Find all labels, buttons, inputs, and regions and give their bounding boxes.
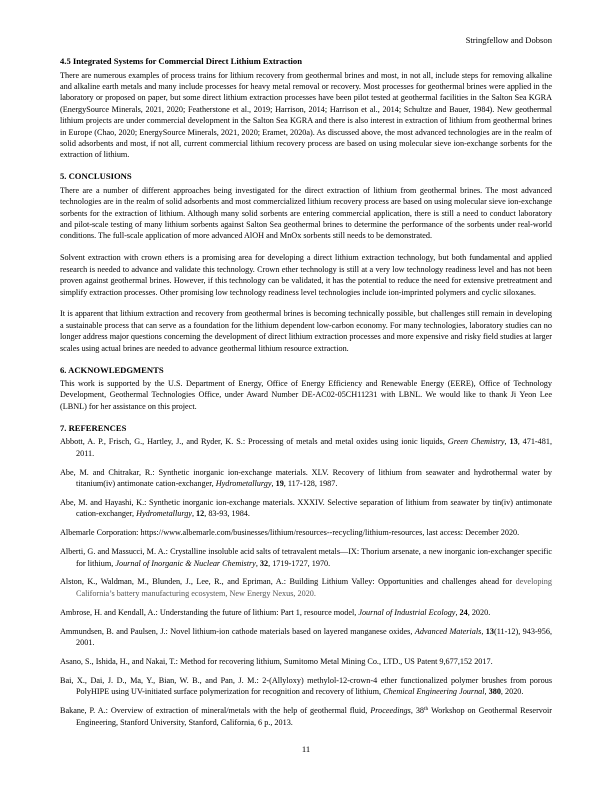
ref-sep: ,: [455, 607, 460, 617]
ref-volume: 13: [509, 437, 518, 447]
ref-text: Ambrose, H. and Kendall, A.: Understanding the future of lithium: Part 1, resource model,: [60, 607, 359, 617]
ref-text: Bai, X., Dai, J. D., Ma, Y., Bian, W. B., and Pan, J. M.: 2-(Allyloxy) methylol-12-crown-4 ether functionalized polymer brushes from porous PolyHIPE using UV-initiated surface polymerization for recognition and recovery of lithium,: [60, 675, 552, 697]
ref-text: Abe, M. and Chitrakar, R.: Synthetic inorganic ion-exchange materials. XLV. Recovery of lithium from seawater and hydrothermal water by titanium(iv) antimonate cation-exchanger,: [60, 467, 552, 488]
reference-item: [60, 436, 552, 459]
ref-tail: , 1719-1727, 1970.: [268, 558, 331, 568]
reference-item: [60, 467, 552, 490]
reference-item: [60, 626, 552, 649]
ref-superscript: th: [424, 706, 429, 713]
ref-sep: ,: [255, 558, 260, 568]
section-heading: 6. ACKNOWLEDGMENTS: [60, 364, 164, 375]
page-content: [60, 56, 552, 735]
ref-tail: (11-12), 943-956, 2001.: [76, 626, 552, 648]
ref-tail: , 117-128, 1987.: [283, 478, 338, 488]
ref-journal: Proceedings: [370, 706, 411, 716]
ref-continuation: developing California’s battery manufacturing ecosystem, New Energy Nexus, 2020.: [76, 577, 552, 598]
reference-item: [60, 656, 552, 667]
reference-item: [60, 527, 552, 538]
section-heading: 4.5 Integrated Systems for Commercial Direct Lithium Extraction: [60, 56, 303, 66]
ref-text: Abe, M. and Hayashi, K.: Synthetic inorganic ion-exchange materials. XXXIV. Selective separation of lithium from seawater by tin(iv) antimonate cation-exchanger,: [60, 497, 552, 519]
ref-volume: 24: [459, 607, 468, 617]
reference-item: [60, 675, 552, 698]
ref-sep: ,: [481, 626, 486, 636]
page-number: 11: [301, 744, 311, 754]
ref-sep: ,: [504, 437, 510, 447]
section-conclusions: [60, 171, 552, 354]
body-paragraph: There are a number of different approaches being investigated for the direct extraction of lithium from geothermal brines. The most advanced technologies are in the realm of solid adsorbents and most commercialized lithium recovery process are based on using molecular sieve ion-exchange sorbents for the extraction of lithium. Although many solid sorbents are entering commercial application, there is still a need to conduct laboratory and pilot-scale testing of many lithium sorbents against Salton Sea geothermal brines to determine the performance of the sorbents under real-world conditions. The full-scale application of more advanced AlOH and MnOx sorbents still needs to be demonstrated.: [60, 185, 552, 241]
ref-volume: 19: [275, 478, 284, 488]
ref-text: Bakane, P. A.: Overview of extraction of mineral/metals with the help of geothermal fluid,: [60, 706, 371, 716]
ref-volume: 12: [196, 509, 205, 519]
reference-item: [60, 497, 552, 520]
section-heading: 5. CONCLUSIONS: [60, 171, 132, 182]
section-heading: 7. REFERENCES: [60, 422, 127, 433]
body-paragraph: Solvent extraction with crown ethers is a promising area for developing a direct lithium extraction technology, but both fundamental and applied research is needed to advance and validate this technology. Crown ether technology is still at a very low technology readiness level and has not been proven against geothermal brines. However, if this technology can be validated, it has the potential to reduce the need for extensive pretreatment and simplify extraction processes. Other promising low technology readiness level technologies include ion-imprinted polymers and cyclic siloxanes.: [60, 253, 552, 297]
reference-item: [60, 607, 552, 618]
reference-item: [60, 546, 552, 569]
ref-sep: ,: [191, 509, 197, 519]
section-references: [60, 423, 552, 728]
ref-journal: Advanced Materials: [414, 626, 482, 636]
body-paragraph: It is apparent that lithium extraction and recovery from geothermal brines is becoming technically possible, but challenges still remain in developing a sustainable process that can serve as a foundation for the lithium dependent low-carbon economy. For many technologies, laboratory studies can no longer address major questions concerning the development of direct lithium extraction processes and more expensive and risky field studies at larger scales using actual brines are needed to advance geothermal lithium resource extraction.: [60, 309, 552, 353]
ref-journal: Journal of Inorganic & Nuclear Chemistry: [115, 558, 256, 568]
ref-tail: , 2020.: [500, 687, 524, 697]
ref-volume: 13: [485, 626, 494, 636]
ref-journal: Green Chemistry: [447, 437, 505, 447]
ref-text: Alston, K., Waldman, M., Blunden, J., Lee, R., and Epriman, A.: Building Lithium Valley: Opportunities and challenges ahead for: [60, 577, 516, 587]
section-integrated-systems: [60, 56, 552, 161]
ref-volume: 32: [259, 558, 269, 568]
reference-item: [60, 705, 552, 728]
ref-volume: 380: [488, 687, 501, 697]
ref-text: Ammundsen, B. and Paulsen, J.: Novel lithium-ion cathode materials based on layered manganese oxides,: [60, 626, 415, 636]
ref-journal: Hydrometallurgy: [215, 478, 272, 488]
ref-journal: Hydrometallurgy: [136, 509, 192, 519]
ref-text: Abbott, A. P., Frisch, G., Hartley, J., and Ryder, K. S.: Processing of metals and metal oxides using ionic liquids,: [60, 437, 448, 447]
body-paragraph: There are numerous examples of process trains for lithium recovery from geothermal brines and most, in not all, include steps for removing alkaline and alkaline earth metals and many include processes for heavy metal removal or recovery. Most processes for geothermal brines were applied in the laboratory or proposed on paper, but some direct lithium extraction processes have been pilot tested at geothermal facilities in the Salton Sea KGRA (EnergySource Minerals, 2021, 2020; Featherstone et al., 2019; Harrison, 2014; Harrison et al., 2014; Schultze and Bauer, 1984). New geothermal lithium projects are under commercial development in the Salton Sea KGRA and there is also interest in extraction of lithium from geothermal brines in Europe (Chao, 2020; EnergySource Minerals, 2021, 2020; Eramet, 2020a). As discussed above, the most advanced technologies are in the realm of solid adsorbents and most, if not all, current commercial lithium recovery process are based on using molecular sieve ion-exchange sorbents for the extraction of lithium.: [60, 70, 552, 160]
body-paragraph: This work is supported by the U.S. Department of Energy, Office of Energy Efficiency and Renewable Energy (EERE), Office of Technology Development, Geothermal Technologies Office, under Award Number DE-AC02-05CH11231 with LBNL. We would like to thank Ji Yeon Lee (LBNL) for her assistance on this project.: [60, 379, 552, 411]
ref-sep: , 38: [410, 706, 425, 716]
ref-journal: Chemical Engineering Journal: [383, 687, 485, 697]
ref-tail: Workshop on Geothermal Reservoir Engineering, Stanford University, Stanford, California, 6 p., 2013.: [76, 706, 552, 727]
ref-tail: , 2020.: [467, 607, 491, 617]
ref-journal: Journal of Industrial Ecology: [358, 607, 456, 617]
ref-tail: , 83-93, 1984.: [204, 509, 250, 519]
section-acknowledgments: [60, 365, 552, 413]
ref-text: Albemarle Corporation: https://www.albemarle.com/businesses/lithium/resources--recycling/lithium-resources, last access: December 2020.: [60, 528, 520, 538]
ref-tail: , 471-481, 2011.: [76, 437, 552, 458]
ref-sep: ,: [271, 478, 276, 488]
ref-sep: ,: [484, 687, 489, 697]
ref-text: Alberti, G. and Massucci, M. A.: Crystalline insoluble acid salts of tetravalent metals—IX: Thorium arsenate, a new inorganic ion-exchanger specific for lithium,: [60, 547, 552, 568]
ref-text: Asano, S., Ishida, H., and Nakai, T.: Method for recovering lithium, Sumitomo Metal Mining Co., LTD., US Patent 9,677,152 2017.: [60, 656, 493, 666]
running-head: Stringfellow and Dobson: [465, 35, 552, 45]
reference-item: [60, 576, 552, 599]
